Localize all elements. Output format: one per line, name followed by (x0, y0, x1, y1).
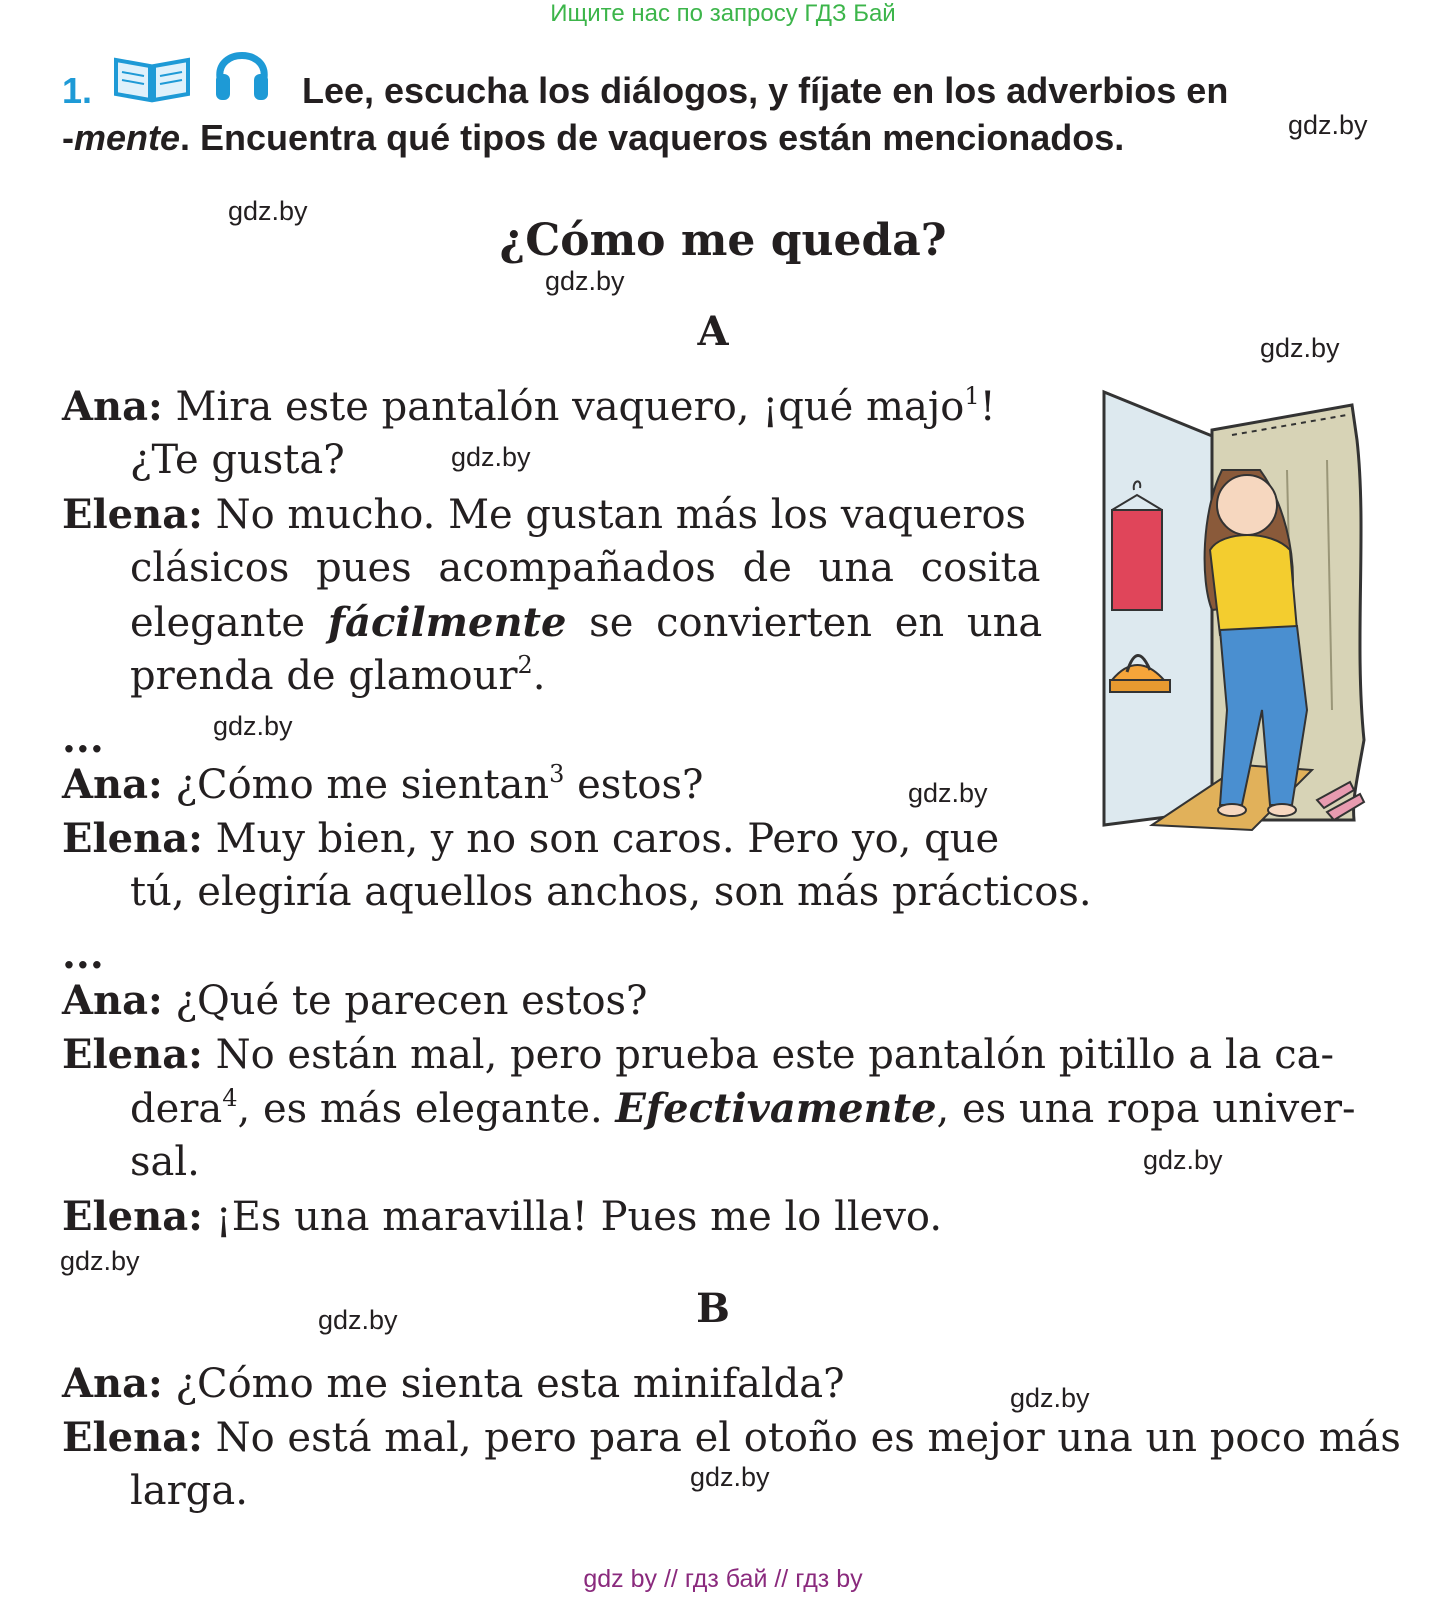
instruction-line-1: Lee, escucha los diálogos, y fíjate en los adverbios en (302, 70, 1229, 111)
dialogue-line: Elena: ¡Es una maravilla! Pues me lo llevo. (62, 1193, 943, 1240)
dialogue-line: clásicos pues acompañados de una cosita (130, 545, 1041, 591)
watermark: gdz.by (213, 711, 293, 741)
watermark: gdz.by (1260, 333, 1340, 363)
book-icon (112, 52, 192, 104)
headphones-icon (212, 38, 272, 104)
dialogue-line: tú, elegiría aquellos anchos, son más prácticos. (130, 869, 1092, 915)
watermark: gdz.by (1288, 110, 1368, 140)
dialogue-line: Elena: Muy bien, y no son caros. Pero yo, que (62, 815, 1000, 862)
watermark: gdz.by (318, 1305, 398, 1335)
dialogue-line: prenda de glamour$^2$. (130, 650, 546, 699)
dialogue-line: Ana: Mira este pantalón vaquero, ¡qué majo$^1$! (62, 381, 996, 430)
dialogue-line: elegante fácilmente se convierten en una (130, 599, 1043, 646)
watermark: gdz.by (690, 1462, 770, 1492)
footer-links[interactable]: gdz by // гдз бай // гдз by (583, 1565, 863, 1593)
dialogue-line: ¿Te gusta? (130, 437, 345, 483)
ellipsis: ... (62, 715, 104, 762)
dialogue-line: Ana: ¿Cómo me sienta esta minifalda? (62, 1360, 845, 1407)
section-b-label: B (696, 1285, 730, 1332)
page-title: ¿Cómo me queda? (499, 215, 947, 266)
dialogue-line: larga. (130, 1468, 248, 1514)
watermark: gdz.by (1010, 1383, 1090, 1413)
exercise-number: 1. (62, 70, 93, 111)
dialogue-line: Elena: No están mal, pero prueba este pantalón pitillo a la ca- (62, 1031, 1335, 1078)
dialogue-line: Ana: ¿Qué te parecen estos? (62, 977, 648, 1024)
top-banner[interactable]: Ищите нас по запросу ГДЗ Бай (550, 0, 896, 27)
fitting-room-illustration (1092, 380, 1392, 840)
dialogue-line: Elena: No está mal, pero para el otoño es mejor una un poco más (62, 1414, 1401, 1461)
dialogue-line: Ana: ¿Cómo me sientan$^3$ estos? (62, 759, 704, 808)
section-a-label: A (697, 308, 729, 355)
watermark: gdz.by (545, 266, 625, 296)
watermark: gdz.by (451, 442, 531, 472)
watermark: gdz.by (228, 196, 308, 226)
ellipsis: ... (62, 931, 104, 978)
dialogue-line: Elena: No mucho. Me gustan más los vaqueros (62, 491, 1027, 538)
dialogue-line: sal. (130, 1139, 200, 1185)
watermark: gdz.by (60, 1246, 140, 1276)
watermark: gdz.by (908, 778, 988, 808)
instruction-line-2: -mente. Encuentra qué tipos de vaqueros están mencionados. (62, 117, 1125, 158)
watermark: gdz.by (1143, 1145, 1223, 1175)
adverb-highlight: Efectivamente (615, 1085, 937, 1132)
adverb-highlight: fácilmente (327, 599, 567, 646)
dialogue-line: dera$^4$, es más elegante. Efectivamente, es una ropa univer- (130, 1083, 1356, 1132)
